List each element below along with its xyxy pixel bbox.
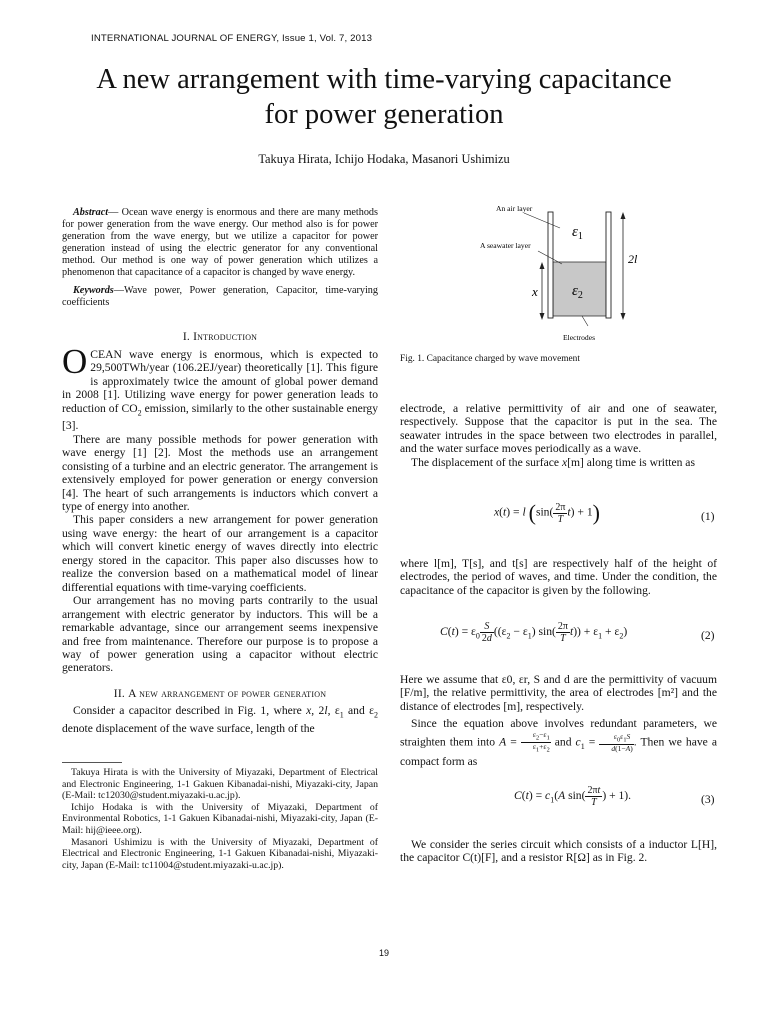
twol-label: 2l (628, 252, 638, 266)
s2-text-d: and ε (343, 704, 374, 718)
s2-text-b: , 2 (311, 704, 325, 718)
equation-2: $C(t) = \varepsilon_0$ $\frac{S}{2d}$ ($(\varepsilon_2 - \varepsilon_1)$ sin( $\frac{2\pi}{T}$ $t)) + \varepsilon_1 + \varepsilon_2$) (440, 621, 628, 644)
journal-header: INTERNATIONAL JOURNAL OF ENERGY, Issue 1, Vol. 7, 2013 (91, 33, 373, 44)
equation-1-number: (1) (701, 510, 715, 523)
page-number: 19 (379, 948, 390, 958)
abstract (62, 207, 378, 278)
electrodes-label: Electrodes (563, 333, 596, 342)
intro-paragraph-1 (62, 341, 379, 433)
p2-text-b: [m] along time is written as (567, 455, 695, 469)
keywords-label: Keywords (73, 285, 114, 297)
title-line-1: A new arrangement with time-varying capacitance (96, 64, 672, 95)
figure-1-caption: Fig. 1. Capacitance charged by wave movement (400, 354, 580, 364)
air-layer-label: An air layer (496, 204, 533, 213)
footnote-1: Takuya Hirata is with the University of Miyazaki, Department of Electrical and Electronic Engineering, 1-1 Gakuen Kibanadai-nishi, Miyazaki-city, Japan (E-Mail: tc12030@student.miyazaki-u.ac.jp). (62, 767, 378, 802)
x-arrow-head-bottom (540, 313, 545, 320)
electrode-left (548, 212, 553, 318)
section-2-number: II. (113, 686, 126, 700)
equation-2-number: (2) (701, 629, 715, 642)
right-paragraph-3-text: where l[m], T[s], and t[s] are respectively half of the height of electrodes, the period of waves, and time. Under the condition, the capacitance of the capacitor is given by the following. (400, 557, 717, 597)
figure-1-diagram (470, 198, 670, 346)
intro-paragraph-2: There are many possible methods for power generation with wave energy [1] [2]. Most the methods use an arrangement consisting of a turbine and an electric generator. The arrangement is extensively employed for power generation or energy conversion [4]. The heart of such arrangements is inductors which convert a type of energy into another. (62, 432, 378, 513)
p5-text-a: Since the equation above involves redundant parameters, we straighten them into (400, 717, 717, 749)
footnote-3: Masanori Ushimizu is with the University of Miyazaki, Department of Electrical and Electronic Engineering, 1-1 Gakuen Kibanadai-nishi, Miyazaki-city, Japan (E-Mail: tc11004@student.miyazaki-u.ac.jp). (62, 836, 378, 871)
section-2-heading (62, 687, 378, 700)
s2-text-c: , ε (327, 704, 340, 718)
s2-var-x: x (306, 704, 312, 718)
drop-cap: O (62, 341, 88, 381)
right-paragraph-6-text: We consider the series circuit which consists of a inductor L[H], the capacitor C(t)[F], and a resistor R[Ω] as in Fig. 2. (400, 838, 717, 865)
air-leader-line (524, 213, 560, 228)
x-label: x (532, 284, 538, 299)
section-2-paragraph-1 (62, 704, 378, 735)
right-paragraph-5: Since the equation above involves redundant parameters, we straighten them into A = $\frac{\varepsilon_2-\varepsilon_1}{\varepsilon_1+\varepsilon_2}$ and $c_1$ = $\frac{\varepsilon_0\varepsilon_1S}{d(1-A)}$ . Then we have a compact form as (400, 717, 718, 768)
intro-p1-end: emission, similarly to the other sustainable energy [3]. (62, 401, 379, 433)
epsilon-2-label: $\varepsilon_2$ (572, 283, 583, 301)
intro-paragraph-4: Our arrangement has no moving parts contrarily to the usual arrangement with electric generator by inductors. This will be a remarkable advantage, since our arrangement seems inexpensive and free from maintenance. Therefore our purpose is to propose a way of power generation using a capacitor without electric generators. (62, 594, 378, 675)
s2-text-e: denote displacement of the wave surface, length of the (62, 722, 315, 736)
abstract-text: — Ocean wave energy is enormous and there are many methods for power generation from the wave energy. Our method also is for power generation from the wave energy, but we utilize a capacitor for power generation instead of using the electric generator for any conventional method. Our method is one way of power generation which utilizes a phenomenon that capacitance of a capacitor is changed by wave energy. (62, 207, 378, 278)
section-1-heading (62, 330, 378, 343)
equation-3: $C(t) = c_1(A$ sin( $\frac{2\pi t}{T}$ ) + 1). (514, 785, 632, 808)
equation-1: x(t) = l (sin( $\frac{2\pi}{T}$ t) + 1) (494, 500, 600, 525)
abstract-label: Abstract (73, 207, 109, 218)
right-paragraph-4 (400, 673, 717, 768)
s2-text-a: Consider a capacitor described in Fig. 1, where (73, 704, 307, 718)
p5-text-c: . Then we have a compact form as (400, 735, 718, 768)
twol-arrow-head-top (621, 212, 626, 219)
right-paragraph-2 (400, 456, 717, 469)
intro-p1-start: CEAN wave energy is enormous, which is expected to 29,500TWh/year (106.2EJ/year) theoretically [1]. This figure is approximately twice the amount of global power demand in 2008 [1]. Utilizing wave energy for power generation leads to reduction of CO (62, 347, 378, 415)
section-1-number: I. (182, 330, 190, 344)
keywords (62, 285, 378, 309)
footnote-rule (62, 762, 122, 763)
equation-3-number: (3) (701, 793, 715, 806)
keywords-text: —Wave power, Power generation, Capacitor, time-varying coefficients (62, 285, 378, 309)
footnotes (62, 767, 378, 871)
s2-var-l: l (324, 704, 328, 718)
x-arrow-head-top (540, 262, 545, 269)
p2-var-x: x (561, 455, 568, 469)
section-2-title: A new arrangement of power generation (128, 686, 327, 700)
twol-arrow-head-bottom (621, 313, 626, 320)
paper-title (40, 62, 728, 132)
right-paragraph-6 (400, 838, 717, 865)
title-line-2: for power generation (264, 99, 504, 130)
p5-text-b: and (550, 735, 576, 749)
left-column (62, 207, 378, 736)
right-column-top (400, 402, 717, 469)
s2-sub-2: 2 (374, 710, 378, 720)
electrode-right (606, 212, 611, 318)
electrodes-leader-line (582, 316, 588, 326)
s2-sub-1: 1 (339, 710, 344, 720)
right-paragraph-4-text: Here we assume that ε0, εr, S and d are the permittivity of vacuum [F/m], the relative permittivity, the area of electrodes [m²] and the distance of electrodes [m], respectively. (400, 673, 717, 713)
co2-subscript: 2 (137, 407, 142, 417)
authors: Takuya Hirata, Ichijo Hodaka, Masanori Ushimizu (258, 152, 510, 166)
section-1-title: Introduction (193, 330, 258, 344)
p2-text-a: The displacement of the surface (411, 455, 562, 469)
right-paragraph-1: electrode, a relative permittivity of air and one of seawater, respectively. Suppose that the capacitor is put in the sea. The seawater intrudes in the space between two electrodes in parallel, and the water surface moves periodically as a wave. (400, 402, 717, 456)
footnote-2: Ichijo Hodaka is with the University of Miyazaki, Department of Environmental Robotics, 1-1 Gakuen Kibanadai-nishi, Miyazaki-city, Japan (E-Mail: hij@ieee.org). (62, 801, 378, 836)
intro-paragraph-3: This paper considers a new arrangement for power generation using wave energy: the heart of our arrangement is a capacitor which will convert kinetic energy of waves directly into electric energy stored in the capacitor. This paper also discusses how to realize the conversion based on a mathematical model of linear differential equations with time-varying coefficients. (62, 513, 378, 594)
right-paragraph-3 (400, 557, 717, 597)
seawater-layer (553, 262, 606, 316)
epsilon-1-label: $\varepsilon_1$ (572, 224, 583, 242)
seawater-layer-label: A seawater layer (480, 241, 531, 250)
